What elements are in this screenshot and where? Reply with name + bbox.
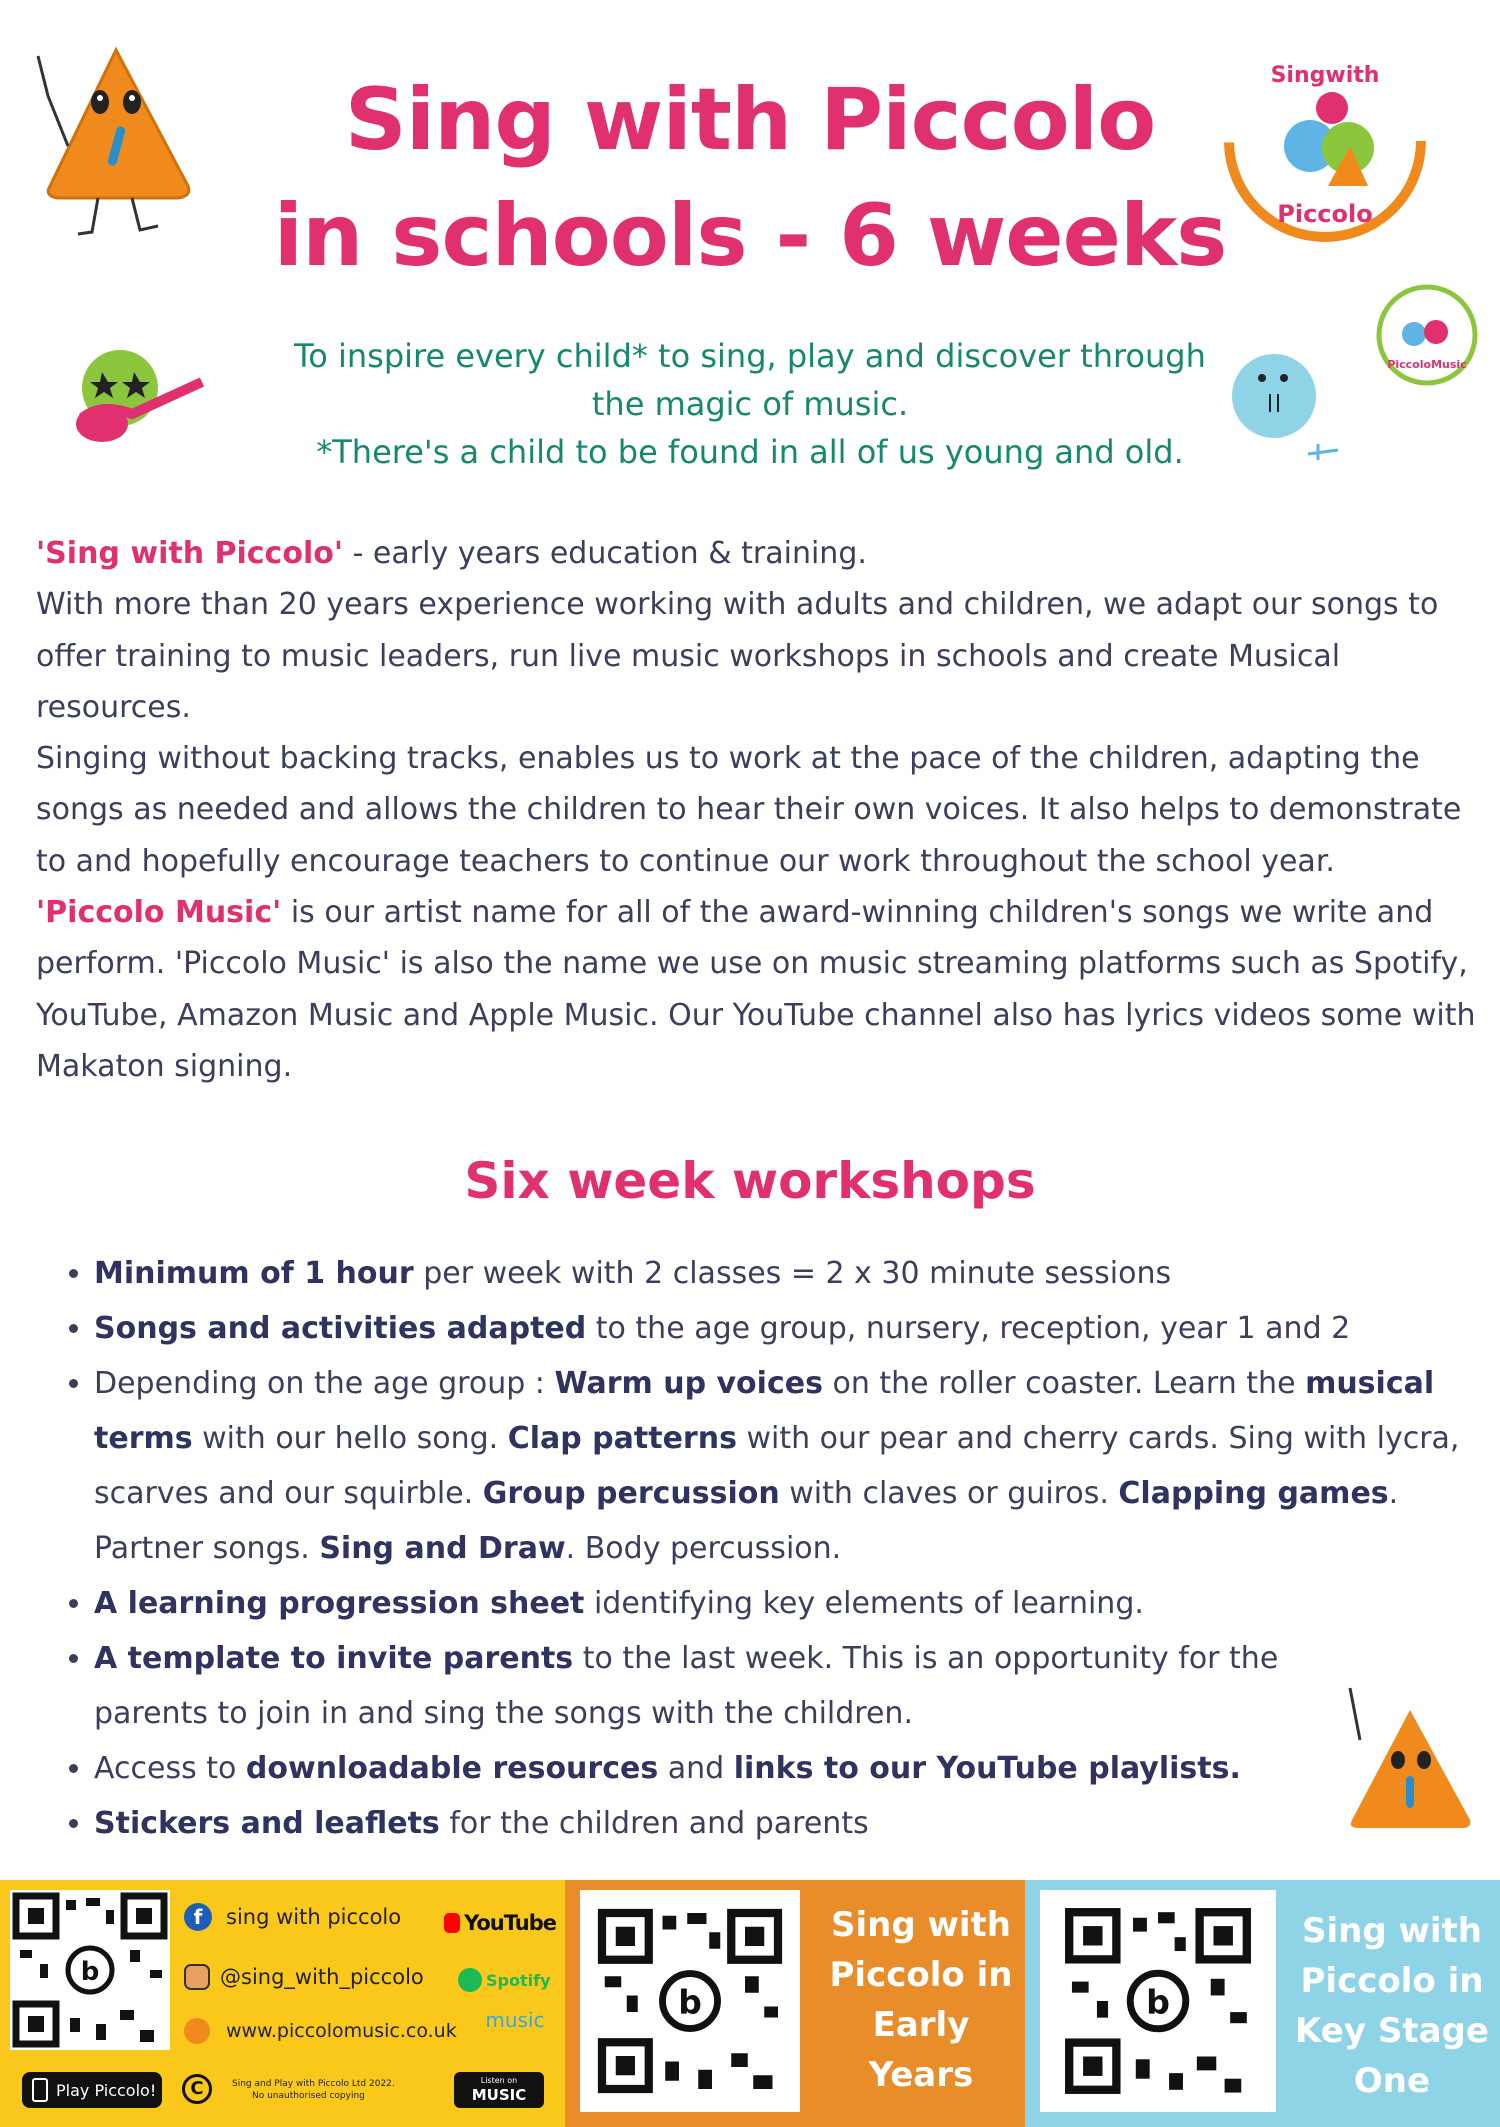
workshops-heading: Six week workshops xyxy=(464,1152,1036,1210)
list-item: • A learning progression sheet identifying key elements of learning. xyxy=(94,1576,1500,1631)
facebook-row[interactable] xyxy=(184,1902,404,1932)
amazon-music-icon[interactable]: music xyxy=(485,2008,545,2032)
spotify-icon[interactable]: Spotify xyxy=(458,1966,558,1994)
copyright-text: Sing and Play with Piccolo Ltd 2022. No unauthorised copying xyxy=(232,2079,395,2101)
app-badge[interactable] xyxy=(22,2072,162,2108)
tagline-line-1: To inspire every child* to sing, play and discover through xyxy=(294,337,1206,375)
website-link: www.piccolomusic.co.uk xyxy=(226,2020,457,2042)
svg-text:b: b xyxy=(80,1957,100,1987)
list-item: • Access to downloadable resources and links to our YouTube playlists. xyxy=(94,1741,1500,1796)
intro-text xyxy=(36,528,1476,1092)
logo-bottom-text: Piccolo xyxy=(1277,200,1373,228)
instagram-row[interactable] xyxy=(184,1962,464,1992)
piccolo-music-logo xyxy=(1372,280,1482,390)
intro-text-2: is our artist name for all of the award-winning children's songs we write and perform. 'Piccolo Music' is also the name we use on music streaming platforms such as Spotify, YouTube, Amazon Music and Apple Music. Our YouTube channel also has lyrics videos some with Makaton signing. xyxy=(36,895,1476,1084)
apple-music-icon[interactable]: Listen on MUSIC xyxy=(454,2072,544,2108)
copyright-icon: C xyxy=(182,2074,212,2104)
intro-paragraph-2: With more than 20 years experience working with adults and children, we adapt our songs to offer training to music leaders, run live music workshops in schools and create Musical resources. xyxy=(36,587,1439,725)
svg-text:b: b xyxy=(678,1982,702,2022)
phone-icon xyxy=(32,2078,48,2102)
tagline xyxy=(200,332,1300,476)
instagram-handle: @sing_with_piccolo xyxy=(220,1965,424,1989)
facebook-handle: sing with piccolo xyxy=(226,1905,402,1929)
workshop-list xyxy=(58,1246,1500,1851)
guitar-character-icon xyxy=(62,332,212,462)
small-logo-text: PiccoloMusic xyxy=(1387,358,1467,371)
globe-icon xyxy=(184,2018,210,2044)
list-item: • Songs and activities adapted to the age group, nursery, reception, year 1 and 2 xyxy=(94,1301,1500,1356)
qr-code-early-years[interactable] xyxy=(580,1890,800,2112)
qr-code-social[interactable] xyxy=(10,1890,170,2050)
tagline-line-3: *There's a child to be found in all of us young and old. xyxy=(316,433,1184,471)
tagline-line-2: the magic of music. xyxy=(591,385,909,423)
instagram-icon xyxy=(184,1964,210,1990)
early-years-label[interactable]: Sing with Piccolo in Early Years xyxy=(829,1905,1013,2095)
intro-text-1: - early years education & training. xyxy=(343,536,867,571)
facebook-icon: f xyxy=(184,1903,212,1931)
qr-code-key-stage[interactable] xyxy=(1040,1890,1276,2112)
intro-label-1: 'Sing with Piccolo' xyxy=(36,536,344,571)
app-label: Play Piccolo! xyxy=(56,2080,157,2100)
title-line-1: Sing with Piccolo xyxy=(344,70,1156,170)
triangle-character-icon xyxy=(1330,1680,1490,1840)
website-row[interactable] xyxy=(184,2016,474,2046)
list-item: • Minimum of 1 hour per week with 2 classes = 2 x 30 minute sessions xyxy=(94,1246,1500,1301)
list-item: • Stickers and leaflets for the children and parents xyxy=(94,1796,1500,1851)
intro-label-2: 'Piccolo Music' xyxy=(36,895,282,931)
sing-with-piccolo-logo xyxy=(1220,36,1430,246)
list-item: • A template to invite parents to the last week. This is an opportunity for the parents to join in and sing the songs with the children. xyxy=(94,1631,1500,1741)
youtube-icon[interactable]: YouTube xyxy=(444,1908,556,1938)
key-stage-label[interactable]: Sing with Piccolo in Key Stage One xyxy=(1295,1911,1489,2101)
intro-paragraph-3: Singing without backing tracks, enables us to work at the pace of the children, adapting the songs as needed and allows the children to hear their own voices. It also helps to demonstrate to and hopefully encourage teachers to continue our work throughout the school year. xyxy=(36,741,1462,879)
svg-text:b: b xyxy=(1146,1982,1170,2022)
title-line-2: in schools - 6 weeks xyxy=(273,186,1227,286)
logo-top-text: Singwith xyxy=(1270,63,1380,88)
list-item: • Depending on the age group : Warm up voices on the roller coaster. Learn the musical terms with our hello song. Clap patterns with our pear and cherry cards. Sing with lycra, scarves and our squirble. Group percussion with claves or guiros. Clapping games. Partner songs. Sing and Draw. Body percussion. xyxy=(94,1356,1500,1576)
